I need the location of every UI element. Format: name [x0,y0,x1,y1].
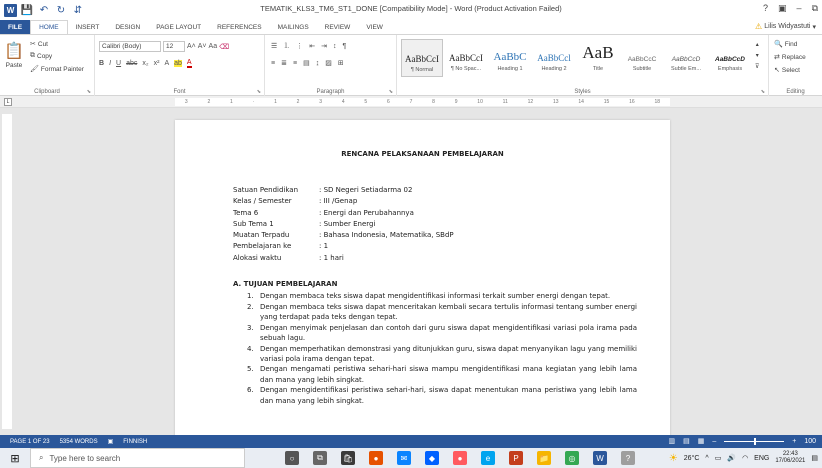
word-count[interactable]: 5354 WORDS [59,438,98,445]
font-label: Font [173,89,186,95]
shrink-font-icon[interactable]: A˅ [197,43,207,50]
copy-icon: ⧉ [30,52,35,59]
web-layout-icon[interactable]: ▦ [697,438,705,445]
shading-icon[interactable]: ▨ [325,60,332,67]
weather-temp[interactable]: 26°C [683,454,700,462]
meta-row: Sub Tema 1 : Sumber Energi [233,219,376,228]
bold-icon[interactable]: B [99,60,105,67]
firefox-icon[interactable]: ● [369,451,383,465]
redo-icon[interactable]: ↻ [56,4,66,16]
app-icon[interactable]: ● [453,451,467,465]
clipboard-label: Clipboard [34,89,60,95]
replace-icon: ⇄ [774,54,780,61]
superscript-icon[interactable]: x² [153,60,160,67]
tab-references[interactable]: REFERENCES [217,23,262,31]
list-item: 6. Dengan mengidentifikasi peristiwa sehari-hari, siswa dapat menentukan mana peristiwa yang lebih lama dan mana yang lebih singkat. [247,386,637,405]
user-account[interactable] [755,22,816,31]
horizontal-ruler[interactable] [0,96,822,108]
word-icon[interactable]: W [593,451,607,465]
input-language[interactable]: ENG [754,454,770,462]
window-title: TEMATIK_KLS3_TM6_ST1_DONE [Compatibility Mode] - Word (Product Activation Failed) [260,4,562,13]
paragraph-label: Paragraph [316,89,345,95]
style-normal[interactable]: AaBbCcI ¶ Normal [401,39,443,77]
ribbon [0,34,822,96]
title-bar [0,0,822,20]
tab-review[interactable]: REVIEW [324,23,351,31]
system-tray [669,451,818,465]
style-heading-2[interactable]: AaBbCcl Heading 2 [537,53,571,72]
font-group [95,35,265,96]
binoculars-icon: 🔍 [774,41,783,48]
taskbar-search[interactable] [30,448,245,468]
edge-icon[interactable]: e [481,451,495,465]
document-meta [233,185,454,264]
app-icon-2[interactable]: ? [621,451,635,465]
list-item: 1. Dengan membaca teks siswa dapat mengidentifikasi informasi terkait sumber energi dengan tepat. [247,292,611,300]
list-item: 3. Dengan menyimak penjelasan dan contoh dari guru siswa dapat mengidentifikasi variasi pola irama pada sebuah lagu. [247,323,637,342]
ribbon-display-button[interactable]: ▣ [778,3,787,13]
styles-label: Styles [574,89,591,95]
mail-icon[interactable]: ✉ [397,451,411,465]
style-no-spacing[interactable]: AaBbCcI ¶ No Spac... [449,53,483,72]
help-button[interactable]: ? [763,3,769,13]
search-icon: ⌕ [39,453,44,462]
font-launcher-icon[interactable]: ⬊ [256,89,261,95]
styles-scroll[interactable] [755,41,759,70]
read-mode-icon[interactable]: ▥ [668,438,676,445]
document-area [0,108,822,435]
decrease-indent-icon[interactable]: ⇤ [309,43,316,50]
align-center-icon[interactable]: ≣ [281,60,287,67]
store-icon[interactable]: 🛍 [341,451,355,465]
powerpoint-icon[interactable]: P [509,451,523,465]
scissors-icon: ✂ [30,41,36,48]
task-view-icon[interactable]: ⧉ [313,451,327,465]
find-button[interactable]: 🔍 Find [774,40,798,48]
style-emphasis[interactable]: AaBbCcD Emphasis [715,56,745,72]
proofing-icon[interactable]: ▣ [107,439,114,445]
zoom-slider[interactable] [724,441,784,442]
numbering-icon[interactable]: ⒈ [283,43,291,50]
warning-icon: ⚠ [755,22,763,31]
replace-button[interactable]: ⇄ Replace [774,53,806,61]
document-page[interactable] [175,120,670,435]
tab-selector[interactable]: L [4,98,12,106]
taskbar [0,448,822,468]
sort-icon[interactable]: ↕ [333,42,337,50]
language-indicator[interactable]: FINNISH [123,438,148,445]
strikethrough-icon[interactable]: abc [126,60,138,67]
dropbox-icon[interactable]: ◆ [425,451,439,465]
justify-icon[interactable]: ▤ [303,60,310,67]
clock[interactable]: 22:43 17/06/2021 [775,451,806,464]
clipboard-group [0,35,95,96]
style-title[interactable]: AaB Title [582,43,614,72]
font-color-icon[interactable]: A [186,59,192,66]
brush-icon: 🖌 [30,66,39,73]
print-layout-icon[interactable]: ▤ [683,438,690,445]
select-button[interactable]: ↖ Select [774,66,800,74]
ruler-scale[interactable]: 3 2 1 · 1 2 3 4 5 6 7 8 9 10 11 12 13 14 15 16 18 [175,98,670,106]
paragraph-launcher-icon[interactable]: ⬊ [388,89,393,95]
undo-icon[interactable]: ↶ [39,4,49,16]
weather-icon[interactable]: ☀ [668,452,678,464]
copy-button[interactable]: ⧉ Copy [30,52,53,60]
multilevel-list-icon[interactable]: ⋮ [296,43,304,50]
restore-button[interactable]: ⧉ [811,3,818,13]
meta-row: Kelas / Semester : III /Genap [233,197,358,206]
status-bar [0,435,822,448]
grow-font-icon[interactable]: A˄ [187,43,196,50]
scroll-down-icon[interactable]: ▾ [755,53,759,59]
change-case-icon[interactable]: Aa [208,43,218,50]
style-heading-1[interactable]: AaBbC Heading 1 [493,51,527,72]
align-right-icon[interactable]: ≡ [292,59,298,67]
list-item: 4. Dengan memperhatikan demonstrasi yang ditunjukkan guru, siswa dapat menyanyikan lagu yang memiliki variasi pola irama dengan tepat. [247,344,637,363]
meta-row: Pembelajaran ke : 1 [233,242,329,251]
windows-start-icon[interactable]: ⊞ [10,452,20,465]
font-size-select[interactable]: 12 [163,41,185,52]
wifi-icon[interactable]: ◠ [742,455,749,462]
bullets-icon[interactable]: ☰ [271,43,278,50]
chevron-down-icon: ▾ [812,23,816,31]
increase-indent-icon[interactable]: ⇥ [321,43,328,50]
cortana-icon[interactable]: ○ [285,451,299,465]
more-styles-icon[interactable]: ⊽ [755,64,760,70]
subscript-icon[interactable]: x₂ [142,60,149,67]
section-heading: A. TUJUAN PEMBELAJARAN [233,280,338,288]
tab-file[interactable]: FILE [0,20,30,34]
font-name-select[interactable]: Calibri (Body) [99,41,161,52]
notifications-icon[interactable]: ▤ [811,455,818,462]
line-spacing-icon[interactable]: ↨ [315,59,320,67]
ribbon-tabs [0,20,822,34]
tab-page-layout[interactable]: PAGE LAYOUT [156,23,202,31]
customize-qat-icon[interactable]: ⇵ [73,4,83,16]
file-explorer-icon[interactable]: 📁 [537,451,551,465]
meta-row: Satuan Pendidikan : SD Negeri Setiadarma 02 [233,186,413,194]
style-subtitle[interactable]: AaBbCcC Subtitle [627,56,657,72]
highlight-icon[interactable]: ab [174,60,182,67]
tab-view[interactable]: VIEW [366,23,383,31]
pilcrow-icon[interactable]: ¶ [342,42,347,50]
list-item: 5. Dengan mengamati peristiwa sehari-hari siswa mampu mengidentifikasi mana kegiatan yang lebih lama dan mana yang lebih singkat. [247,365,637,384]
zoom-out-icon[interactable]: – [712,437,717,445]
style-subtle-emphasis[interactable]: AaBbCcD Subtle Em... [671,56,701,72]
editing-label: Editing [786,89,805,95]
word-logo-icon[interactable]: W [4,4,17,17]
minimize-button[interactable]: – [796,3,802,13]
document-title: RENCANA PELAKSANAAN PEMBELAJARAN [341,150,504,158]
paste-button[interactable]: 📋 Paste [4,43,24,69]
italic-icon[interactable]: I [109,60,112,67]
zoom-level[interactable]: 100 [804,437,816,445]
save-icon[interactable]: 💾 [20,4,34,16]
meta-row: Alokasi waktu : 1 hari [233,253,344,262]
cursor-icon: ↖ [774,67,780,74]
user-name: Lilis Widyastuti [764,23,811,30]
tab-mailings[interactable]: MAILINGS [277,23,309,31]
text-effects-icon[interactable]: A [164,60,170,67]
styles-launcher-icon[interactable]: ⬊ [760,89,765,95]
paragraph-group [265,35,397,96]
cut-button[interactable]: ✂ Cut [30,40,48,48]
tab-design[interactable]: DESIGN [115,23,141,31]
align-left-icon[interactable]: ≡ [271,59,276,67]
list-item: 2. Dengan membaca teks siswa dapat menceritakan kembali secara tertulis informasi tentang sumber energi yang terdapat pada teks dengan tepat. [247,302,637,321]
styles-group [397,35,769,96]
clipboard-icon: 📋 [4,43,24,60]
chrome-icon[interactable]: ◎ [565,451,579,465]
borders-icon[interactable]: ⊞ [337,60,344,67]
zoom-in-icon[interactable]: + [792,437,797,445]
tray-chevron-icon[interactable]: ^ [705,454,709,462]
battery-icon[interactable]: ▭ [714,455,722,462]
underline-icon[interactable]: U [116,60,122,67]
editing-group [769,35,822,96]
meta-row: Muatan Terpadu : Bahasa Indonesia, Matematika, SBdP [233,231,454,240]
clipboard-launcher-icon[interactable]: ⬊ [86,89,91,95]
tab-insert[interactable]: INSERT [75,23,100,31]
clear-formatting-icon[interactable]: ⌫ [219,43,229,51]
meta-row: Tema 6 : Energi dan Perubahannya [233,208,414,217]
volume-icon[interactable]: 🔊 [727,455,737,462]
tab-home[interactable]: HOME [30,20,68,34]
objectives-list [247,291,637,406]
format-painter-button[interactable]: 🖌 Format Painter [30,65,84,73]
scroll-up-icon[interactable]: ▴ [755,42,759,48]
page-count[interactable]: PAGE 1 OF 23 [10,438,50,445]
vertical-ruler[interactable] [2,114,12,429]
search-placeholder: Type here to search [49,453,121,463]
